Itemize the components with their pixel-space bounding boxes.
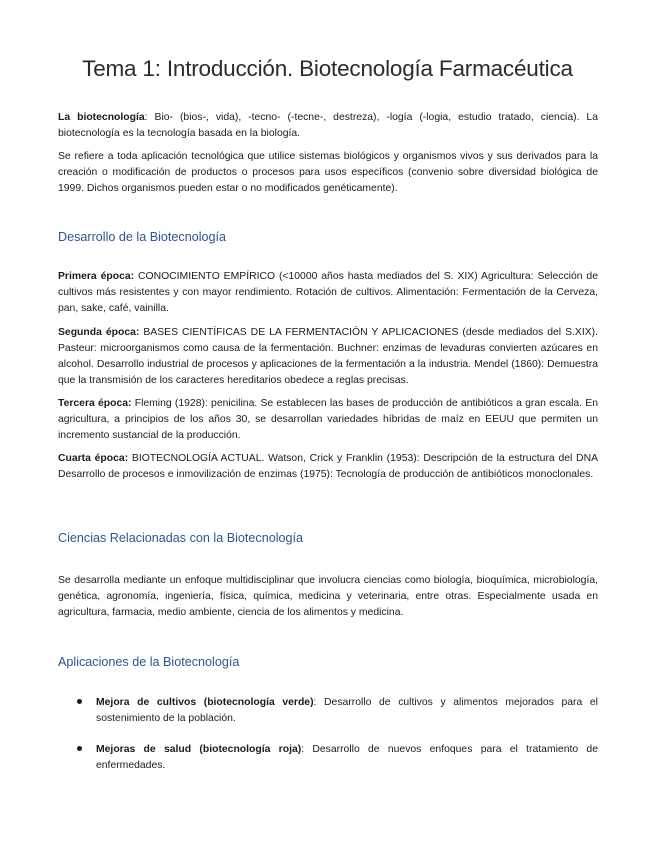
epoch-text-2: BASES CIENTÍFICAS DE LA FERMENTACIÓN Y APLICACIONES (desde mediados del S.XIX). Pasteur: microorganismos como causa de la fermentación. Buchner: enzimas de levaduras convierten azúcares en alcohol. Desarrollo industrial de procesos y aplicaciones de la fermentación a la industria. Mendel (1860): Demuestra que la transmisión de los caracteres hereditarios obedece a reglas precisas. [58,327,598,386]
intro-term: La biotecnología [58,112,145,123]
list-item-desc: : Desarrollo de cultivos y alimentos mejorados para el sostenimiento de la población. [96,697,598,724]
intro-paragraph-1 [58,110,598,142]
epoch-paragraph-2 [58,325,598,389]
epoch-label-1: Primera época: [58,271,135,282]
epoch-paragraph-1 [58,269,598,317]
section-heading-aplicaciones: Aplicaciones de la Biotecnología [58,655,240,669]
epoch-text-4: BIOTECNOLOGÍA ACTUAL. Watson, Crick y Franklin (1953): Descripción de la estructura del DNA Desarrollo de procesos e inmovilización de enzimas (1975): Tecnología de producción de antibióticos monoclonales. [58,453,598,480]
ciencias-paragraph: Se desarrolla mediante un enfoque multidisciplinar que involucra ciencias como biología, bioquímica, microbiología, genética, agronomía, ingeniería, física, química, medicina y veterinaria, entre otras. Especialmente usada en agricultura, farmacia, medio ambiente, ciencia de los alimentos y medicina. [58,575,598,618]
epoch-paragraph-3 [58,396,598,444]
list-item-desc: : Desarrollo de nuevos enfoques para el tratamiento de enfermedades. [96,744,598,771]
epoch-text-1: CONOCIMIENTO EMPÍRICO (<10000 años hasta mediados del S. XIX) Agricultura: Selección de cultivos más resistentes y con mayor rendimiento. Rotación de cultivos. Alimentación: Fermentación de la Cerveza, pan, sake, café, vainilla. [58,271,598,314]
section-heading-ciencias: Ciencias Relacionadas con la Biotecnología [58,531,304,545]
intro-paragraph-2: Se refiere a toda aplicación tecnológica que utilice sistemas biológicos y organismos vivos y sus derivados para la creación o modificación de productos o procesos para usos específicos (convenio sobre diversidad biológica de 1999. Dichos organismos pueden estar o no modificados genéticamente). [58,151,598,194]
epoch-label-3: Tercera época: [58,398,132,409]
intro-text-1: : Bio- (bios-, vida), -tecno- (-tecne-, destreza), -logía (-logia, estudio tratado, ciencia). La biotecnología es la tecnología basada en la biología. [58,112,598,139]
epoch-label-2: Segunda época: [58,327,140,338]
epoch-label-4: Cuarta época: [58,453,129,464]
list-item-text [96,695,598,727]
list-item-label: Mejora de cultivos (biotecnología verde) [96,697,314,708]
epoch-text-3: Fleming (1928): penicilina. Se establecen las bases de producción de antibióticos a gran escala. En agricultura, a principios de los años 30, se desarrollan variedades híbridas de maíz en EEUU que permiten un incremento sustancial de la producción. [58,398,599,441]
list-item-text [96,742,598,774]
bullet-icon [77,746,82,751]
page-title: Tema 1: Introducción. Biotecnología Farmacéutica [82,56,573,81]
bullet-icon [77,699,82,704]
epoch-paragraph-4 [58,451,598,483]
section-heading-desarrollo: Desarrollo de la Biotecnología [58,230,227,244]
list-item-label: Mejoras de salud (biotecnología roja) [96,744,302,755]
